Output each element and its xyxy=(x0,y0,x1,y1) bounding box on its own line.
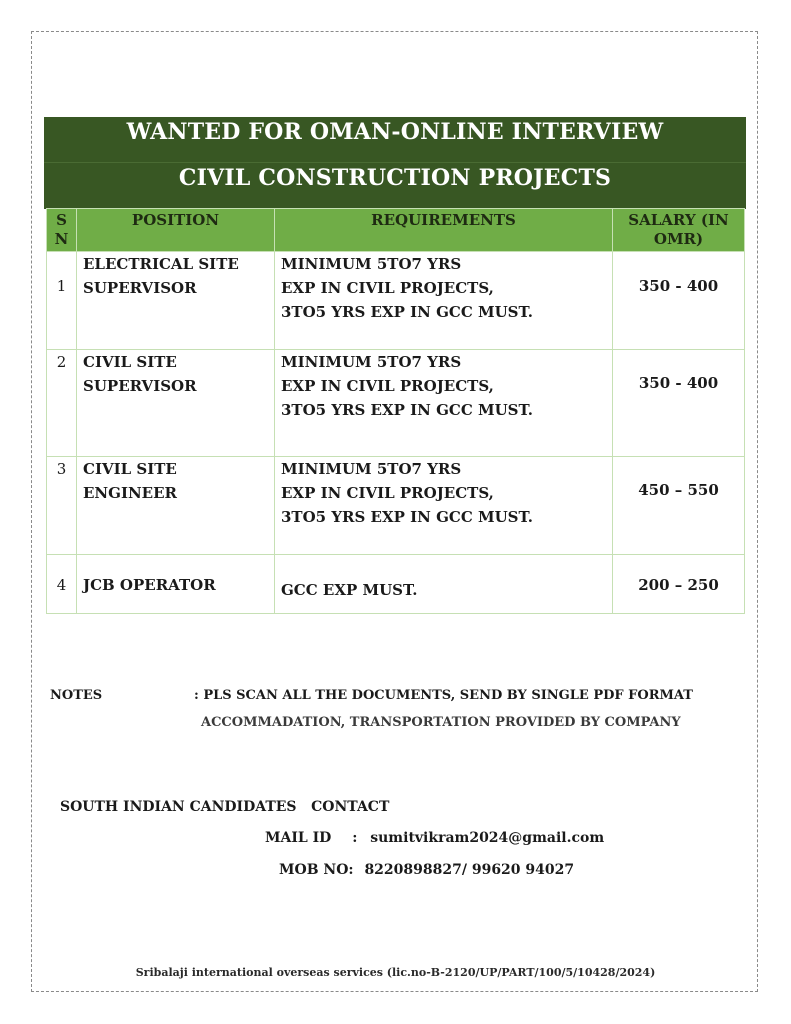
notes-line: : PLS SCAN ALL THE DOCUMENTS, SEND BY SINGLE PDF FORMAT xyxy=(194,688,693,703)
banner-title: WANTED FOR OMAN-ONLINE INTERVIEW xyxy=(126,119,664,145)
position-text: ELECTRICAL SITE SUPERVISOR xyxy=(83,255,239,297)
table-header-row xyxy=(47,209,745,252)
requirement-line: MINIMUM 5TO7 YRS xyxy=(281,460,462,478)
mobile-label: MOB NO: xyxy=(279,862,354,878)
position-text: CIVIL SITE SUPERVISOR xyxy=(83,353,197,395)
requirement-line: EXP IN CIVIL PROJECTS, xyxy=(281,279,494,297)
row-requirements xyxy=(275,457,613,555)
row-salary: 450 – 550 xyxy=(613,457,745,555)
mobile-row xyxy=(279,862,574,878)
header-sn: S N xyxy=(47,209,77,252)
mobile-number[interactable]: 8220898827/ 99620 94027 xyxy=(364,862,575,878)
position-text: JCB OPERATOR xyxy=(83,576,216,594)
requirement-line: 3TO5 YRS EXP IN GCC MUST. xyxy=(281,508,533,526)
notes-line: ACCOMMADATION, TRANSPORTATION PROVIDED BY COMPANY xyxy=(201,715,681,730)
footer-license: Sribalaji international overseas services (lic.no-B-2120/UP/PART/100/5/10428/2024) xyxy=(135,966,656,979)
mail-separator: : xyxy=(352,830,358,846)
row-sn: 1 xyxy=(47,252,77,350)
row-salary: 200 – 250 xyxy=(613,555,745,614)
table-row xyxy=(47,457,745,555)
mail-row xyxy=(265,830,604,846)
row-position xyxy=(77,350,275,457)
row-requirements xyxy=(275,252,613,350)
table-row xyxy=(47,555,745,614)
table-row xyxy=(47,252,745,350)
contact-heading: SOUTH INDIAN CANDIDATES CONTACT xyxy=(60,799,390,815)
position-text: CIVIL SITE ENGINEER xyxy=(83,460,178,502)
jobs-table xyxy=(46,208,745,614)
header-position: POSITION xyxy=(77,209,275,252)
table-row xyxy=(47,350,745,457)
row-salary: 350 - 400 xyxy=(613,350,745,457)
row-position xyxy=(77,252,275,350)
requirement-line: MINIMUM 5TO7 YRS xyxy=(281,353,462,371)
row-sn: 3 xyxy=(47,457,77,555)
row-requirements xyxy=(275,350,613,457)
row-sn: 4 xyxy=(47,555,77,614)
requirement-line: MINIMUM 5TO7 YRS xyxy=(281,255,462,273)
mail-link[interactable]: sumitvikram2024@gmail.com xyxy=(370,830,605,846)
row-sn: 2 xyxy=(47,350,77,457)
notes-label: NOTES xyxy=(50,688,103,703)
banner-divider xyxy=(44,162,746,163)
row-requirements xyxy=(275,555,613,614)
title-banner xyxy=(44,117,746,209)
row-position xyxy=(77,555,275,614)
requirement-line: GCC EXP MUST. xyxy=(281,581,418,599)
mail-label: MAIL ID xyxy=(265,830,332,846)
requirement-line: EXP IN CIVIL PROJECTS, xyxy=(281,377,494,395)
header-requirements: REQUIREMENTS xyxy=(275,209,613,252)
row-salary: 350 - 400 xyxy=(613,252,745,350)
requirement-line: 3TO5 YRS EXP IN GCC MUST. xyxy=(281,401,533,419)
banner-subtitle: CIVIL CONSTRUCTION PROJECTS xyxy=(178,165,612,191)
requirement-line: 3TO5 YRS EXP IN GCC MUST. xyxy=(281,303,533,321)
row-position xyxy=(77,457,275,555)
requirement-line: EXP IN CIVIL PROJECTS, xyxy=(281,484,494,502)
header-salary: SALARY (IN OMR) xyxy=(613,209,745,252)
